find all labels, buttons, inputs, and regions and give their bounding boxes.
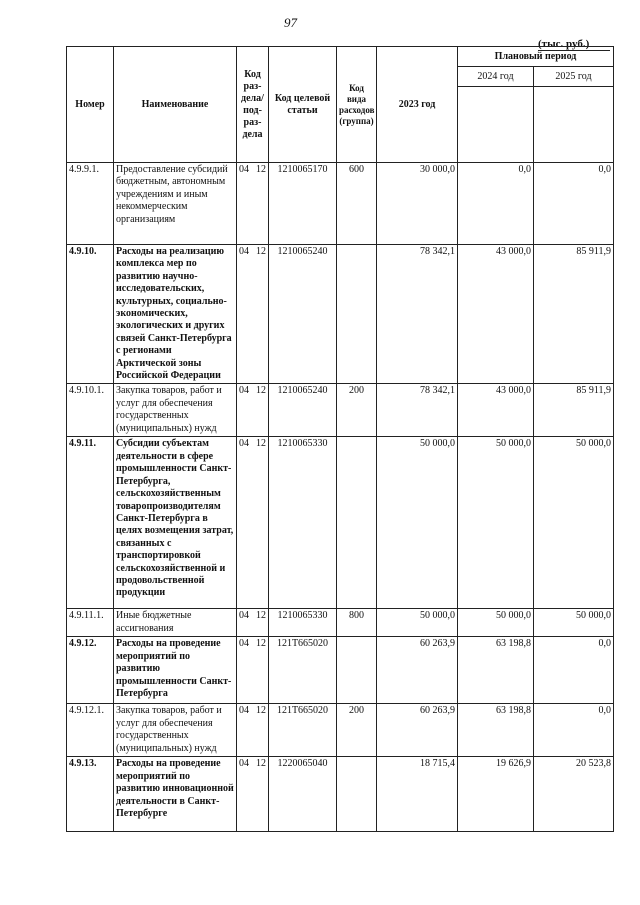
row-2024: 19 626,9 [458,757,534,832]
table-row [67,437,614,609]
row-section [237,609,269,637]
row-section [237,384,269,437]
row-expense-type: 800 [337,609,377,637]
row-number: 4.9.13. [67,757,114,832]
row-target: 1210065170 [269,163,337,245]
header-2024: 2024 год [458,67,534,87]
row-name: Расходы на реализацию комплекса мер по развитию научно-исследовательских, культурных, социально-экономических, экологических и других связей Санкт-Петербурга с регионами Арктической зоны Российской Федерации [114,245,237,384]
row-2025: 0,0 [534,163,614,245]
row-2025: 0,0 [534,637,614,704]
row-2023: 60 263,9 [377,704,458,757]
row-section [237,637,269,704]
row-target: 1210065240 [269,245,337,384]
row-target: 121Т665020 [269,637,337,704]
row-name: Иные бюджетные ассигнования [114,609,237,637]
row-razdel: 04 [239,758,249,770]
table-row [67,757,614,832]
row-target: 1210065330 [269,609,337,637]
row-number: 4.9.12. [67,637,114,704]
row-expense-type [337,437,377,609]
row-podrazdel: 12 [256,705,266,717]
budget-table [66,46,614,832]
row-section [237,704,269,757]
row-number: 4.9.10.1. [67,384,114,437]
row-2024: 63 198,8 [458,637,534,704]
header-planning-period: Плановый период [458,47,614,67]
row-section [237,245,269,384]
row-2023: 78 342,1 [377,245,458,384]
header-number: Номер [67,47,114,163]
row-2024: 50 000,0 [458,437,534,609]
row-target: 1210065330 [269,437,337,609]
row-2023: 50 000,0 [377,609,458,637]
row-expense-type: 600 [337,163,377,245]
header-expense-type: Код вида расходов (группа) [337,47,377,163]
table-row [67,245,614,384]
row-number: 4.9.11.1. [67,609,114,637]
table-row [67,384,614,437]
row-podrazdel: 12 [256,385,266,397]
row-target: 1220065040 [269,757,337,832]
row-2024: 0,0 [458,163,534,245]
row-2024: 43 000,0 [458,384,534,437]
row-podrazdel: 12 [256,164,266,175]
row-name: Расходы на проведение мероприятий по развитию инновационной деятельности в Санкт-Петербурге [114,757,237,832]
header-2023: 2023 год [377,47,458,163]
row-name: Закупка товаров, работ и услуг для обеспечения государственных (муниципальных) нужд [114,384,237,437]
row-podrazdel: 12 [256,438,266,450]
row-2024: 43 000,0 [458,245,534,384]
row-expense-type [337,245,377,384]
row-razdel: 04 [239,385,249,397]
row-razdel: 04 [239,246,249,257]
row-number: 4.9.12.1. [67,704,114,757]
row-expense-type: 200 [337,384,377,437]
row-razdel: 04 [239,705,249,717]
row-target: 1210065240 [269,384,337,437]
table-row [67,609,614,637]
row-number: 4.9.11. [67,437,114,609]
header-2025-spacer [534,87,614,163]
row-podrazdel: 12 [256,758,266,770]
table-row [67,704,614,757]
row-2025: 50 000,0 [534,609,614,637]
row-2025: 85 911,9 [534,384,614,437]
row-2023: 78 342,1 [377,384,458,437]
row-podrazdel: 12 [256,610,266,622]
row-name: Расходы на проведение мероприятий по развитию промышленности Санкт-Петербурга [114,637,237,704]
row-section [237,757,269,832]
row-2023: 30 000,0 [377,163,458,245]
row-2024: 63 198,8 [458,704,534,757]
row-2023: 50 000,0 [377,437,458,609]
row-razdel: 04 [239,610,249,622]
row-2025: 50 000,0 [534,437,614,609]
row-2023: 18 715,4 [377,757,458,832]
row-podrazdel: 12 [256,246,266,257]
row-number: 4.9.10. [67,245,114,384]
table-row [67,637,614,704]
row-razdel: 04 [239,438,249,450]
row-name: Предоставление субсидий бюджетным, автономным учреждениям и иным некоммерческим организациям [114,163,237,245]
row-2023: 60 263,9 [377,637,458,704]
page-number: 97 [284,15,297,30]
header-target: Код целевой статьи [269,47,337,163]
header-section: Код раз-дела/ под-раз-дела [237,47,269,163]
header-row-1 [67,47,614,67]
row-name: Закупка товаров, работ и услуг для обеспечения государственных (муниципальных) нужд [114,704,237,757]
row-razdel: 04 [239,164,249,175]
row-2025: 85 911,9 [534,245,614,384]
row-2025: 20 523,8 [534,757,614,832]
table-row [67,163,614,245]
row-2025: 0,0 [534,704,614,757]
row-expense-type [337,757,377,832]
row-expense-type [337,637,377,704]
row-section [237,437,269,609]
row-razdel: 04 [239,638,249,650]
row-expense-type: 200 [337,704,377,757]
header-2025: 2025 год [534,67,614,87]
units-label: (тыс. руб.) [538,38,590,50]
row-podrazdel: 12 [256,638,266,650]
row-section [237,163,269,245]
header-name: Наименование [114,47,237,163]
row-target: 121Т665020 [269,704,337,757]
row-2024: 50 000,0 [458,609,534,637]
row-name: Субсидии субъектам деятельности в сфере промышленности Санкт-Петербурга, сельскохозяйственным товаропроизводителям Санкт-Петербурга в целях возмещения затрат, связанных с транспортировкой сельскохозяйственной и продовольственной продукции [114,437,237,609]
row-number: 4.9.9.1. [67,163,114,245]
header-2024-spacer [458,87,534,163]
